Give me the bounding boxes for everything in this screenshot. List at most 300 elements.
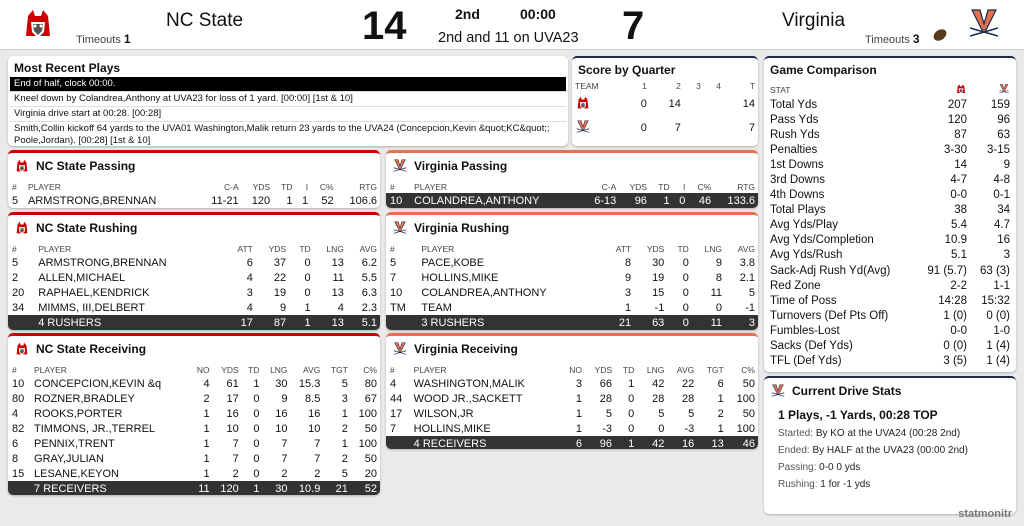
comparison-row	[764, 112, 1016, 127]
cell: 15.3	[298, 377, 321, 390]
ncstate-logo-icon	[955, 83, 967, 95]
drive-summary: 1 Plays, -1 Yards, 00:28 TOP	[778, 408, 938, 422]
col-header: C%	[741, 364, 755, 375]
table-row	[8, 466, 380, 481]
down-distance: 2nd and 11 on UVA23	[438, 30, 579, 46]
drive-value: 0-0 0 yds	[819, 462, 861, 473]
drive-label: Started:	[778, 428, 814, 439]
col-header: C-A	[601, 181, 617, 192]
cell: 21	[323, 481, 351, 495]
virginia-logo-icon	[966, 6, 1002, 42]
virginia-rushing-panel	[386, 212, 758, 330]
statmonitr-logo: statmonitr	[958, 508, 1012, 520]
cell: 5	[658, 407, 665, 420]
play-item: End of half, clock 00:00.	[10, 77, 566, 92]
cell: 1	[203, 467, 210, 480]
comparison-row	[764, 293, 1016, 308]
table-row	[8, 255, 380, 270]
ncstate-rushing-panel	[8, 212, 380, 330]
panel-title: NC State Passing	[36, 159, 136, 173]
comparison-row	[764, 172, 1016, 187]
comparison-row	[764, 203, 1016, 218]
col-header: LNG	[326, 243, 344, 254]
away-score: 7	[622, 4, 645, 48]
cell: 0	[253, 422, 260, 435]
cell: 96	[997, 113, 1010, 126]
comparison-row	[764, 233, 1016, 248]
cell: 16	[275, 407, 288, 420]
home-score: 14	[362, 4, 407, 48]
cell: 14	[668, 98, 681, 110]
cell: 7	[390, 422, 397, 435]
col-header: AVG	[676, 364, 695, 375]
drive-started	[764, 425, 1016, 442]
col-header: TD	[248, 364, 260, 375]
cell: TEAM	[421, 301, 452, 314]
score-by-quarter-panel	[572, 56, 758, 146]
col-header: AVG	[359, 243, 377, 254]
cell: -1	[654, 301, 665, 314]
cell: 4	[337, 301, 344, 314]
cell: COLANDREA,ANTHONY	[421, 286, 547, 299]
away-team-name: Virginia	[782, 10, 846, 31]
virginia-logo-icon	[575, 119, 591, 135]
cell: Avg Yds/Completion	[770, 234, 874, 247]
totals-row	[8, 315, 380, 330]
cell: 0	[628, 392, 635, 405]
cell: 8.5	[305, 392, 321, 405]
col-header: #	[12, 364, 17, 375]
col-header: 3	[696, 80, 701, 91]
cell: LESANE,KEYON	[34, 467, 119, 480]
comparison-row	[764, 218, 1016, 233]
cell: 3	[575, 377, 582, 390]
cell: MIMMS, III,DELBERT	[38, 301, 146, 314]
cell: 4-7	[950, 174, 968, 187]
drive-rushing	[764, 476, 1016, 493]
comparison-row	[764, 339, 1016, 354]
col-header: C%	[363, 364, 377, 375]
cell: 1	[242, 481, 263, 495]
cell: HOLLINS,MIKE	[413, 422, 491, 435]
football-possession-icon	[931, 27, 948, 43]
cell: 7	[232, 437, 239, 450]
cell: 9	[625, 271, 632, 284]
cell: ARMSTRONG,BRENNAN	[27, 194, 157, 207]
comparison-row	[764, 157, 1016, 172]
comparison-row	[764, 323, 1016, 338]
cell: 11	[332, 271, 344, 284]
cell: 10	[275, 422, 288, 435]
cell: 1	[625, 301, 632, 314]
panel-title: Virginia Passing	[414, 159, 508, 173]
col-header: TD	[658, 181, 670, 192]
cell: 1	[615, 436, 637, 449]
comparison-row	[764, 248, 1016, 263]
cell: 6	[246, 256, 253, 269]
cell: 5	[341, 467, 348, 480]
cell: 100	[358, 407, 377, 420]
col-header: ATT	[615, 243, 632, 254]
cell: 100	[358, 437, 377, 450]
cell: 3	[246, 286, 253, 299]
cell: Sack-Adj Rush Yd(Avg)	[770, 264, 891, 277]
cell: 7 RECEIVERS	[31, 481, 190, 495]
cell: 13	[697, 436, 726, 449]
col-header: PLAYER	[38, 243, 72, 254]
cell: 5.1	[347, 315, 380, 330]
virginia-logo-icon	[392, 341, 408, 357]
cell: 1	[302, 194, 309, 207]
col-header: I	[305, 181, 309, 192]
cell: 4-8	[993, 174, 1010, 187]
cell: Avg Yds/Play	[770, 219, 838, 232]
cell: PENNIX,TRENT	[34, 437, 115, 450]
cell: 0-0	[950, 324, 968, 337]
panel-title: NC State Rushing	[36, 221, 138, 235]
cell: 16	[997, 234, 1010, 247]
cell: 7	[314, 452, 321, 465]
stats-table	[386, 363, 758, 449]
table-row	[8, 270, 380, 285]
cell: 0	[682, 256, 689, 269]
panel-title: Virginia Receiving	[414, 342, 518, 356]
cell: 13	[314, 315, 347, 330]
cell: 7	[390, 271, 397, 284]
cell: 14	[742, 98, 755, 110]
cell: 63	[634, 315, 667, 330]
cell: 4	[246, 271, 253, 284]
cell: 0	[682, 271, 689, 284]
cell: 207	[947, 98, 968, 111]
cell: WILSON,JR	[413, 407, 474, 420]
cell: 1	[717, 392, 724, 405]
totals-row	[8, 481, 380, 495]
cell: 0	[658, 422, 665, 435]
cell: 14:28	[938, 294, 968, 307]
cell: 80	[12, 392, 25, 405]
totals-row	[386, 315, 758, 330]
cell: 1	[575, 422, 582, 435]
cell: 120	[251, 194, 271, 207]
ncstate-passing-panel	[8, 150, 380, 208]
recent-plays-panel	[8, 56, 568, 146]
table-row	[8, 285, 380, 300]
cell: Avg Yds/Rush	[770, 249, 843, 262]
cell: 0	[628, 422, 635, 435]
cell: 28	[599, 392, 613, 405]
table-row	[386, 285, 758, 300]
cell: 5	[390, 256, 397, 269]
table-row	[8, 391, 380, 406]
col-header: NO	[196, 364, 210, 375]
cell: 0-1	[993, 189, 1010, 202]
cell: 0	[253, 437, 260, 450]
cell: 1 (4)	[986, 355, 1010, 368]
cell: 1	[203, 437, 210, 450]
cell: 5	[341, 377, 348, 390]
cell: 2	[314, 467, 321, 480]
game-comparison-panel	[764, 56, 1016, 372]
totals-row	[386, 436, 758, 449]
col-header: LNG	[646, 364, 665, 375]
col-header: #	[12, 181, 17, 192]
cell: 6	[12, 437, 19, 450]
cell: Rush Yds	[770, 128, 820, 141]
away-timeouts-label: Timeouts	[865, 34, 910, 46]
cell: 34	[12, 301, 25, 314]
col-header: LNG	[270, 364, 288, 375]
table-row	[386, 376, 758, 391]
panel-title: NC State Receiving	[36, 342, 147, 356]
cell: 11-21	[211, 194, 239, 207]
col-header: TEAM	[575, 80, 599, 91]
home-team-name: NC State	[166, 10, 244, 31]
cell: 1	[289, 315, 314, 330]
cell: Red Zone	[770, 279, 821, 292]
cell: 21	[604, 315, 634, 330]
score-by-quarter-title: Score by Quarter	[578, 63, 676, 77]
ncstate-logo-icon	[575, 95, 591, 111]
quarter-table	[572, 79, 758, 140]
cell: 46	[688, 193, 714, 208]
cell: 3.8	[739, 256, 755, 269]
cell: 4	[246, 301, 253, 314]
col-header: YDS	[646, 243, 665, 254]
col-header: STAT	[770, 85, 791, 95]
cell: 7	[748, 122, 755, 134]
cell: 4	[203, 377, 210, 390]
virginia-logo-icon	[770, 383, 786, 399]
cell: 2	[281, 467, 288, 480]
col-header: I	[683, 181, 686, 192]
cell: 7	[232, 452, 239, 465]
cell: 0	[682, 286, 689, 299]
cell: 87	[954, 128, 968, 141]
play-item: Smith,Collin kickoff 64 yards to the UVA01 Washington,Malik return 23 yards to the UVA24 (Concepcion,Kevin &quot;KC&quot;; Poole,Jordan). [00:28] [1st & 10]	[10, 122, 566, 146]
col-header: YDS	[252, 181, 271, 192]
cell: 37	[273, 256, 287, 269]
cell: 22	[273, 271, 287, 284]
cell: 106.6	[349, 194, 377, 207]
cell: 42	[652, 377, 665, 390]
cell: Total Plays	[770, 204, 826, 217]
cell: 6.2	[361, 256, 377, 269]
cell: 0 (0)	[986, 309, 1010, 322]
col-header: 2	[676, 80, 681, 91]
table-row	[386, 193, 758, 208]
cell: 0	[253, 392, 260, 405]
cell	[704, 116, 724, 140]
cell: Fumbles-Lost	[770, 324, 840, 337]
col-header: NO	[569, 364, 582, 375]
table-row	[386, 255, 758, 270]
cell: 133.6	[714, 193, 758, 208]
comparison-row	[764, 278, 1016, 293]
cell	[386, 436, 411, 449]
comparison-row	[764, 188, 1016, 203]
table-row	[386, 270, 758, 285]
cell: GRAY,JULIAN	[34, 452, 104, 465]
cell: Penalties	[770, 143, 818, 156]
cell: 4.7	[994, 219, 1010, 232]
period: 2nd	[455, 6, 480, 22]
ncstate-receiving-panel	[8, 333, 380, 495]
cell: 2.3	[361, 301, 377, 314]
current-drive-panel	[764, 376, 1016, 514]
cell: 2	[203, 392, 210, 405]
cell: -3	[602, 422, 613, 435]
cell: WASHINGTON,MALIK	[413, 377, 525, 390]
cell: 50	[742, 407, 755, 420]
ncstate-logo-icon	[14, 220, 30, 236]
cell: ROZNER,BRADLEY	[34, 392, 135, 405]
cell: 11	[692, 315, 725, 330]
cell: 15	[652, 286, 665, 299]
cell: 1	[253, 377, 260, 390]
cell: 30	[652, 256, 665, 269]
col-header: PLAYER	[34, 364, 67, 375]
cell	[8, 315, 35, 330]
cell: 3-15	[986, 143, 1010, 156]
cell: 1	[575, 392, 582, 405]
col-header: TGT	[706, 364, 724, 375]
cell: 82	[12, 422, 25, 435]
cell: 96	[619, 193, 650, 208]
col-header: C-A	[223, 181, 239, 192]
away-timeouts	[865, 32, 920, 46]
ncstate-logo-icon	[20, 6, 56, 42]
col-header: RTG	[737, 181, 755, 192]
cell: 4	[390, 377, 397, 390]
cell: 13	[331, 286, 344, 299]
cell: 1	[304, 301, 311, 314]
cell: 38	[954, 204, 968, 217]
cell: 3	[625, 286, 632, 299]
cell: 1	[286, 194, 293, 207]
cell: 1	[203, 407, 210, 420]
cell: 8	[625, 256, 632, 269]
col-header: TGT	[330, 364, 348, 375]
col-header: 1	[642, 80, 647, 91]
cell: 1	[341, 437, 348, 450]
table-row	[8, 406, 380, 421]
col-header: AVG	[737, 243, 755, 254]
comparison-row	[764, 354, 1016, 369]
cell: 5	[12, 256, 19, 269]
comparison-row	[764, 127, 1016, 142]
cell: 0	[682, 301, 689, 314]
col-header: LNG	[704, 243, 722, 254]
cell: 13	[331, 256, 344, 269]
table-row	[8, 436, 380, 451]
stats-table	[386, 180, 758, 208]
drive-passing	[764, 459, 1016, 476]
cell: 67	[364, 392, 377, 405]
cell: 4 RECEIVERS	[411, 436, 561, 449]
drive-value: By KO at the UVA24 (00:28 2nd)	[815, 428, 961, 439]
table-row	[386, 406, 758, 421]
col-header: 4	[716, 80, 721, 91]
cell: 16	[667, 436, 697, 449]
cell: 42	[637, 436, 667, 449]
cell: 30	[262, 481, 290, 495]
cell: RAPHAEL,KENDRICK	[38, 286, 150, 299]
cell: 20	[364, 467, 377, 480]
cell: 10	[308, 422, 321, 435]
cell: 10	[390, 286, 403, 299]
home-timeouts-value: 1	[123, 32, 131, 46]
cell: 0	[304, 286, 311, 299]
cell: 87	[256, 315, 289, 330]
cell: 1 (0)	[943, 309, 968, 322]
cell: 2	[717, 407, 724, 420]
cell: 16	[308, 407, 321, 420]
cell: 2.1	[739, 271, 755, 284]
stats-table	[386, 242, 758, 330]
cell: TM	[390, 301, 406, 314]
cell: Pass Yds	[770, 113, 819, 126]
col-header: PLAYER	[413, 364, 447, 375]
col-header: #	[12, 243, 17, 254]
col-header: TD	[677, 243, 689, 254]
drive-value: 1 for -1 yds	[820, 479, 871, 490]
col-header: T	[749, 80, 755, 91]
cell: 20	[12, 286, 25, 299]
table-row	[8, 451, 380, 466]
cell: 61	[226, 377, 239, 390]
cell: 0	[253, 407, 260, 420]
comparison-row	[764, 308, 1016, 323]
col-header: YDS	[268, 243, 287, 254]
cell: 8	[12, 452, 19, 465]
cell: 96	[585, 436, 615, 449]
cell: 6	[561, 436, 585, 449]
cell: 10.9	[944, 234, 968, 247]
drive-ended	[764, 442, 1016, 459]
cell: 10.9	[291, 481, 324, 495]
cell: Total Yds	[770, 98, 818, 111]
cell: 11	[710, 286, 722, 299]
cell: 3 (5)	[943, 355, 968, 368]
cell: 0	[628, 407, 635, 420]
cell: 1	[628, 377, 635, 390]
cell: 14	[954, 158, 968, 171]
table-row	[572, 116, 758, 140]
col-header: PLAYER	[27, 181, 61, 192]
cell: 11	[190, 481, 212, 495]
col-header: PLAYER	[414, 181, 448, 192]
cell: COLANDREA,ANTHONY	[411, 193, 583, 208]
cell: HOLLINS,MIKE	[421, 271, 499, 284]
cell: 0 (0)	[943, 340, 968, 353]
current-drive-title: Current Drive Stats	[792, 384, 902, 398]
cell: 3 RUSHERS	[418, 315, 604, 330]
cell: 17	[226, 315, 256, 330]
play-item: Kneel down by Colandrea,Anthony at UVA23 for loss of 1 yard. [00:00] [1st & 10]	[10, 92, 566, 107]
cell: 17	[390, 407, 403, 420]
col-header: YDS	[594, 364, 613, 375]
col-header: #	[390, 364, 395, 375]
virginia-logo-icon	[392, 158, 408, 174]
cell: 19	[273, 286, 287, 299]
drive-label: Passing:	[778, 462, 817, 473]
virginia-logo-icon	[998, 83, 1010, 95]
cell: 6-13	[583, 193, 620, 208]
cell: 1 (4)	[986, 340, 1010, 353]
ncstate-logo-icon	[14, 341, 30, 357]
col-header: AVG	[303, 364, 321, 375]
